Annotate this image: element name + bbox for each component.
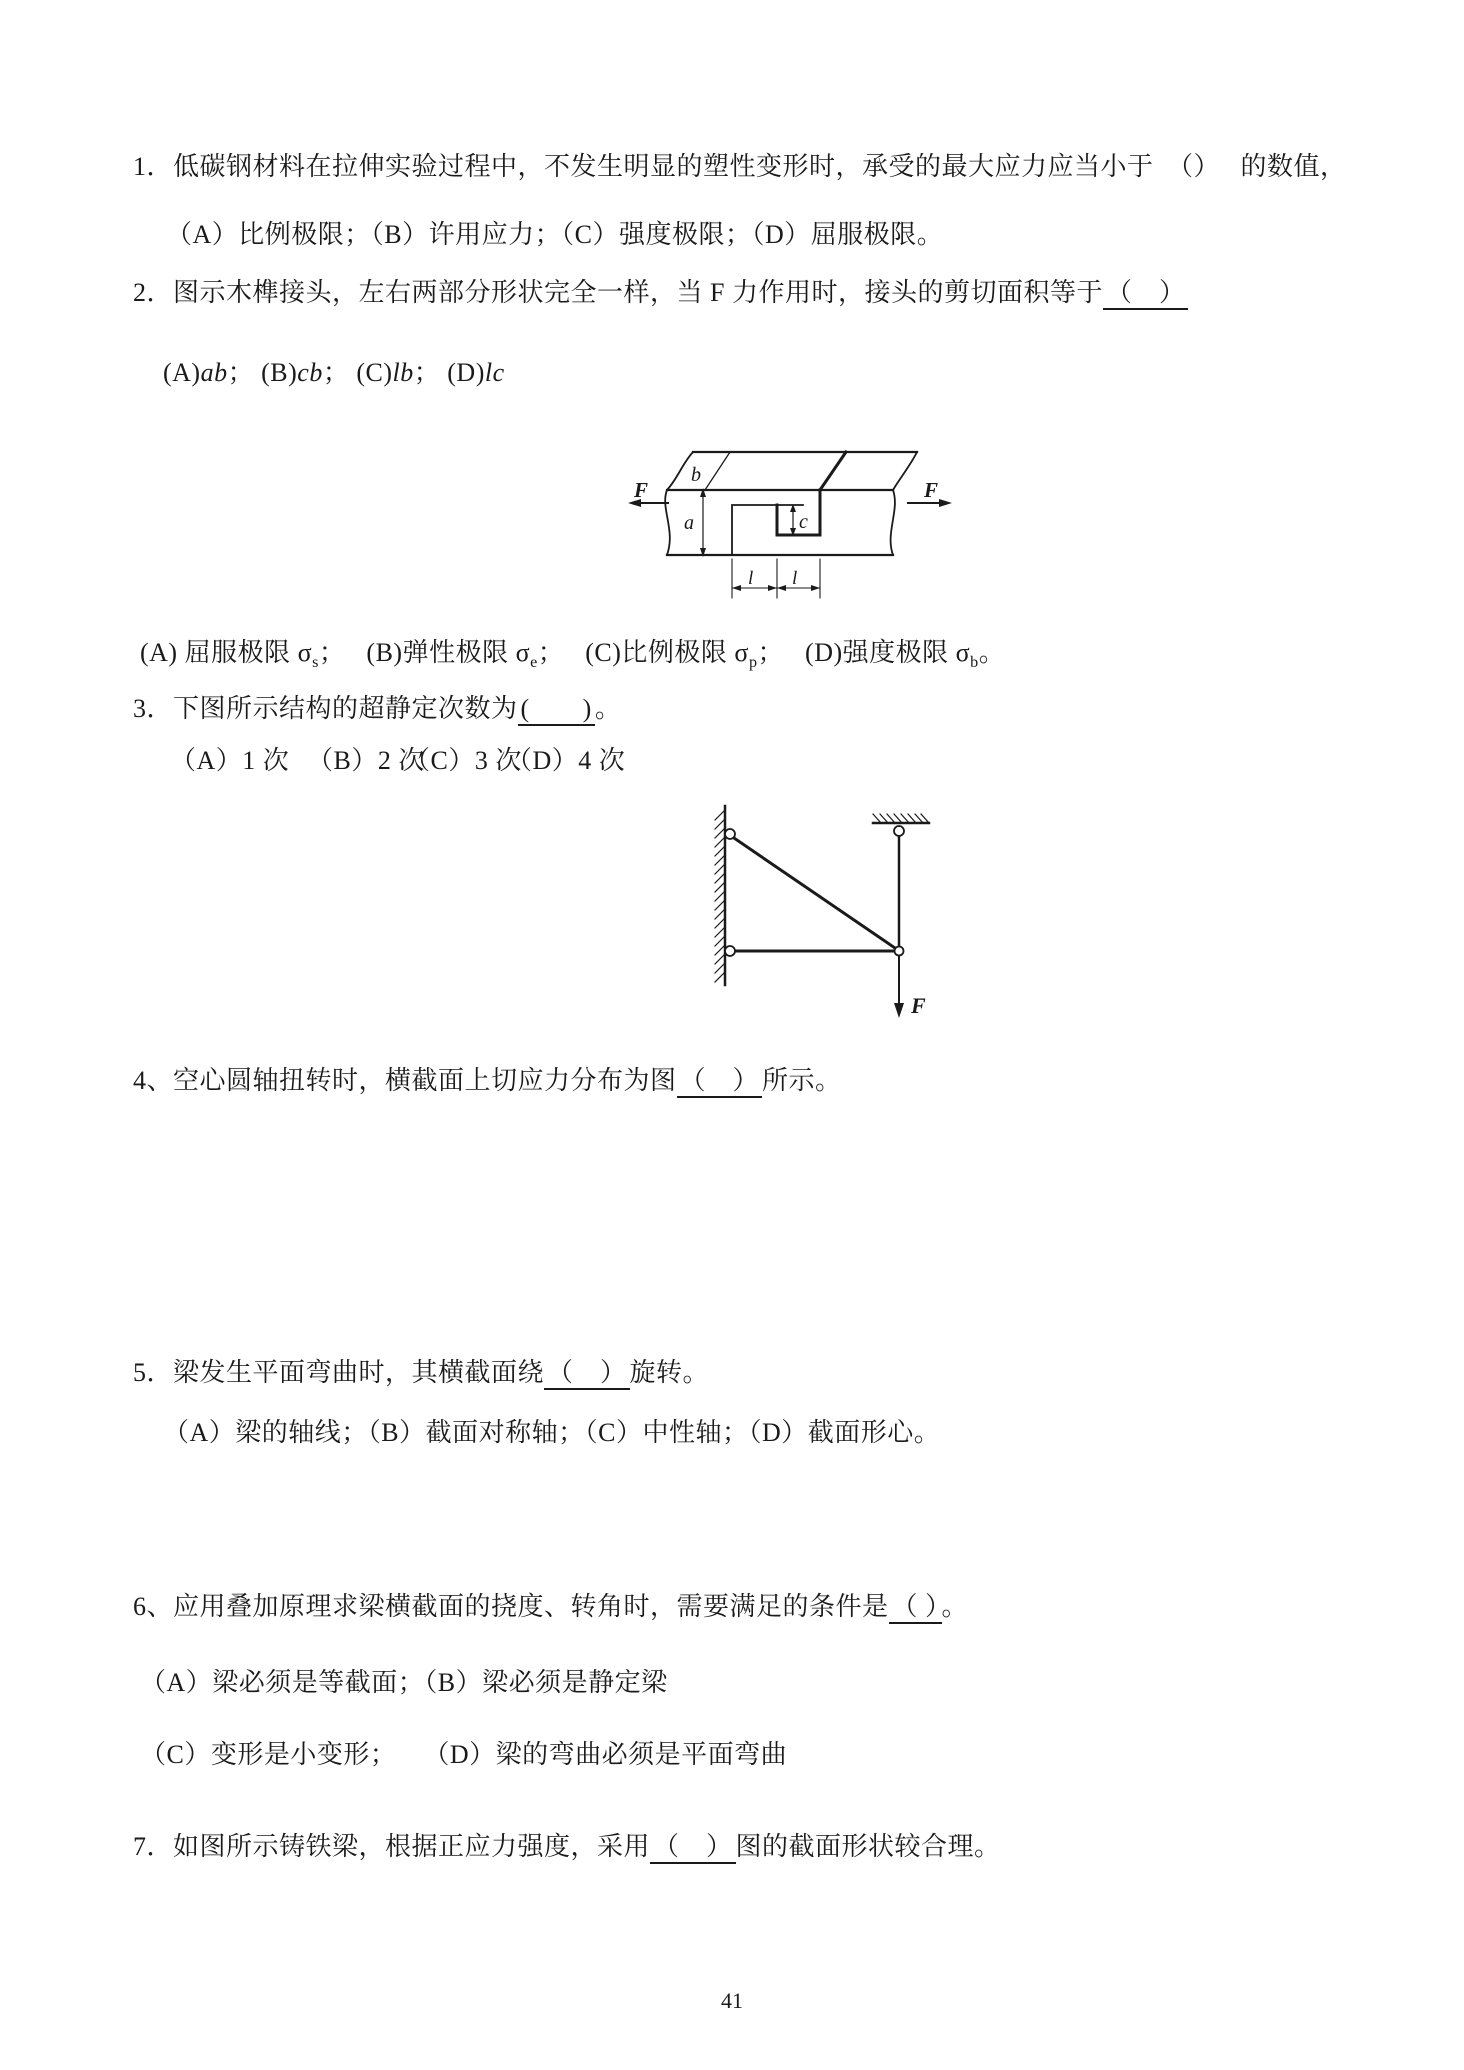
option-a: (A) 屈服极限 $\sigma_s$； [140, 638, 346, 672]
force-label: F [911, 993, 926, 1018]
arrowhead [732, 585, 741, 591]
pin-top-left [725, 829, 735, 839]
option-c: (C)比例极限 $\sigma_p$； [585, 638, 785, 672]
pin-bottom-left [725, 946, 735, 956]
dim-label-a: a [684, 512, 694, 534]
option-b: （B）2 次 [307, 746, 425, 775]
question-1-options: （A）比例极限；（B）许用应力；（C）强度极限；（D）屈服极限。 [166, 220, 944, 249]
question-6-stem: 6、应用叠加原理求梁横截面的挠度、转角时，需要满足的条件是 [133, 1592, 889, 1621]
arrowhead [777, 585, 786, 591]
question-2-stem: 2．图示木榫接头，左右两部分形状完全一样，当 F 力作用时，接头的剪切面积等于 [133, 278, 1103, 307]
joint-seam-top-face [820, 452, 846, 490]
figure-structure [690, 798, 960, 1030]
diagonal-member [734, 838, 895, 948]
question-6-blank: （ ） [889, 1592, 942, 1624]
arrowhead [811, 585, 820, 591]
arrowhead [768, 585, 777, 591]
question-4-stem: 4、空心圆轴扭转时，横截面上切应力分布为图 [133, 1066, 677, 1095]
question-7-text: 7．如图所示铸铁梁，根据正应力强度，采用 （ ） 图的截面形状较合理。 [133, 1830, 1001, 1864]
force-label-right: F [924, 478, 939, 502]
ceiling-hatching [873, 814, 929, 823]
question-3-stem: 3．下图所示结构的超静定次数为 [133, 694, 518, 723]
force-label-left: F [634, 478, 649, 502]
option-c: (C)lb； [356, 358, 441, 387]
option-b: (B)弹性极限 $\sigma_e$； [366, 638, 565, 672]
question-4-blank: （ ） [677, 1066, 763, 1098]
question-6-options-row-2: （C）变形是小变形； （D）梁的弯曲必须是平面弯曲 [140, 1740, 788, 1769]
page-number: 41 [721, 1988, 743, 2013]
sigma-options [140, 636, 1005, 680]
question-5-options: （A）梁的轴线；（B）截面对称轴；（C）中性轴；（D）截面形心。 [163, 1418, 941, 1447]
question-1-text: 1．低碳钢材料在拉伸实验过程中，不发生明显的塑性变形时，承受的最大应力应当小于 （） 的数值， [133, 152, 1347, 181]
dim-extension-lines [732, 559, 820, 598]
dim-label-b: b [691, 464, 701, 486]
question-7-blank: （ ） [650, 1832, 736, 1864]
option-a: (A)ab； [163, 358, 255, 387]
option-d: (D)lc [447, 358, 505, 387]
question-2-text [133, 276, 1188, 310]
option-b: (B)cb； [261, 358, 350, 387]
pin-junction [895, 947, 904, 956]
question-3-text: 3．下图所示结构的超静定次数为 ( ) 。 [133, 692, 621, 726]
question-5-blank: （ ） [544, 1358, 630, 1390]
option-d: （D）4 次 [506, 746, 626, 775]
question-2-blank: （ ） [1103, 278, 1189, 310]
wall-hatching [715, 810, 725, 982]
dim-label-c: c [799, 511, 808, 533]
question-5-text: 5．梁发生平面弯曲时，其横截面绕 （ ） 旋转。 [133, 1356, 709, 1390]
dim-label-l-right: l [792, 568, 798, 589]
left-break-line [665, 452, 693, 555]
force-arrowhead [894, 1003, 904, 1018]
option-a: （A）1 次 [170, 746, 290, 775]
question-4-text: 4、空心圆轴扭转时，横截面上切应力分布为图 （ ） 所示。 [133, 1064, 842, 1098]
question-6-options-row-1: （A）梁必须是等截面；（B）梁必须是静定梁 [140, 1668, 668, 1697]
dim-line-b [705, 452, 730, 490]
option-c: （C）3 次 [404, 746, 522, 775]
question-5-stem: 5．梁发生平面弯曲时，其横截面绕 [133, 1358, 545, 1387]
dim-label-l-left: l [748, 568, 754, 589]
question-3-blank: ( ) [518, 694, 595, 726]
option-d: (D)强度极限 $\sigma_b$。 [805, 638, 1006, 672]
figure-wood-joint [620, 438, 960, 610]
force-arrowhead-right [939, 499, 952, 507]
question-7-stem: 7．如图所示铸铁梁，根据正应力强度，采用 [133, 1832, 651, 1861]
question-6-text: 6、应用叠加原理求梁横截面的挠度、转角时，需要满足的条件是 （ ） 。 [133, 1590, 968, 1624]
question-2-options [163, 356, 505, 390]
pin-top-right [894, 826, 904, 836]
